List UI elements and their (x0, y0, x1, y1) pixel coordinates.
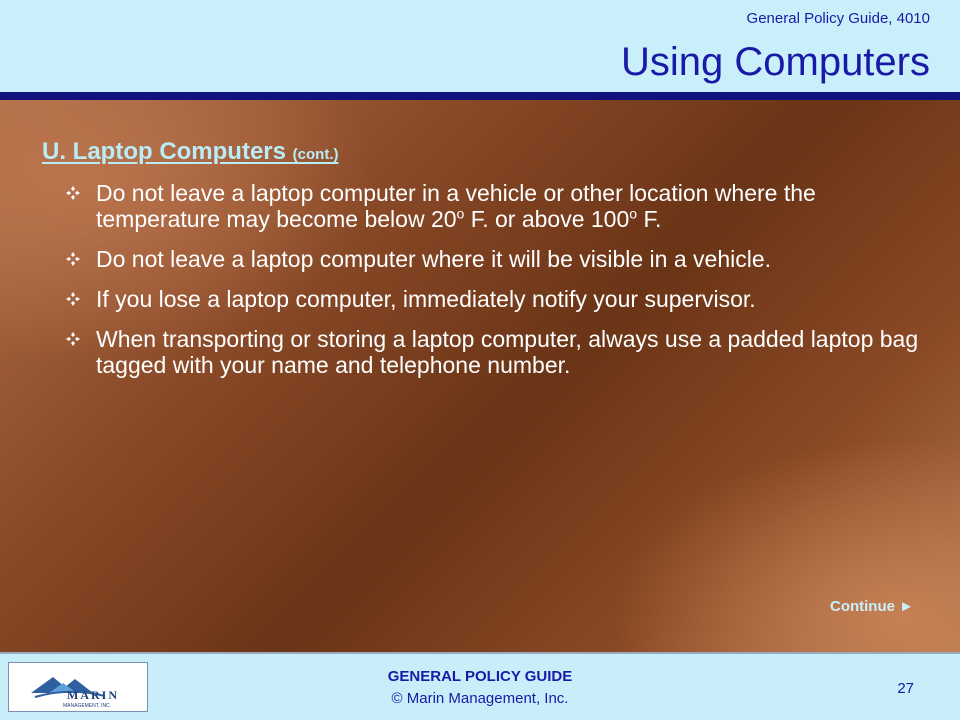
footer-copyright: © Marin Management, Inc. (391, 690, 569, 707)
bullet-text: F. or above 100 (464, 206, 630, 232)
footer-title: GENERAL POLICY GUIDE (387, 668, 573, 685)
diamond-bullet-icon (66, 332, 80, 346)
list-item (66, 246, 926, 272)
diamond-bullet-icon (66, 186, 80, 200)
guide-subtitle: General Policy Guide, 4010 (746, 10, 930, 27)
degree-mark: o (456, 205, 465, 222)
slide-title: Using Computers (620, 40, 930, 84)
bullet-list (66, 180, 926, 392)
list-item (66, 326, 926, 378)
section-heading (42, 138, 339, 166)
footer-divider (0, 652, 960, 654)
bullet-text: If you lose a laptop computer, immediately notify your supervisor. (96, 286, 756, 312)
section-heading-suffix: (cont.) (292, 146, 339, 163)
slide-content (0, 100, 960, 652)
list-item (66, 286, 926, 312)
degree-mark: o (629, 205, 638, 222)
header-divider (0, 92, 960, 100)
logo-subtext: MANAGEMENT, INC. (63, 703, 112, 709)
diamond-bullet-icon (66, 292, 80, 306)
bullet-text: Do not leave a laptop computer in a vehicle or other location where the temperature may become below 20 (96, 180, 816, 232)
bullet-text: When transporting or storing a laptop computer, always use a padded laptop bag tagged with your name and telephone number. (96, 326, 919, 378)
bullet-text: F. (637, 206, 662, 232)
logo-wordmark: MARIN (67, 688, 119, 702)
list-item (66, 180, 926, 232)
continue-link[interactable]: Continue ► (829, 598, 914, 615)
section-heading-text: U. Laptop Computers (42, 138, 286, 165)
slide-header (0, 0, 960, 92)
bullet-text: Do not leave a laptop computer where it will be visible in a vehicle. (96, 246, 772, 272)
page-number: 27 (897, 680, 914, 697)
diamond-bullet-icon (66, 252, 80, 266)
